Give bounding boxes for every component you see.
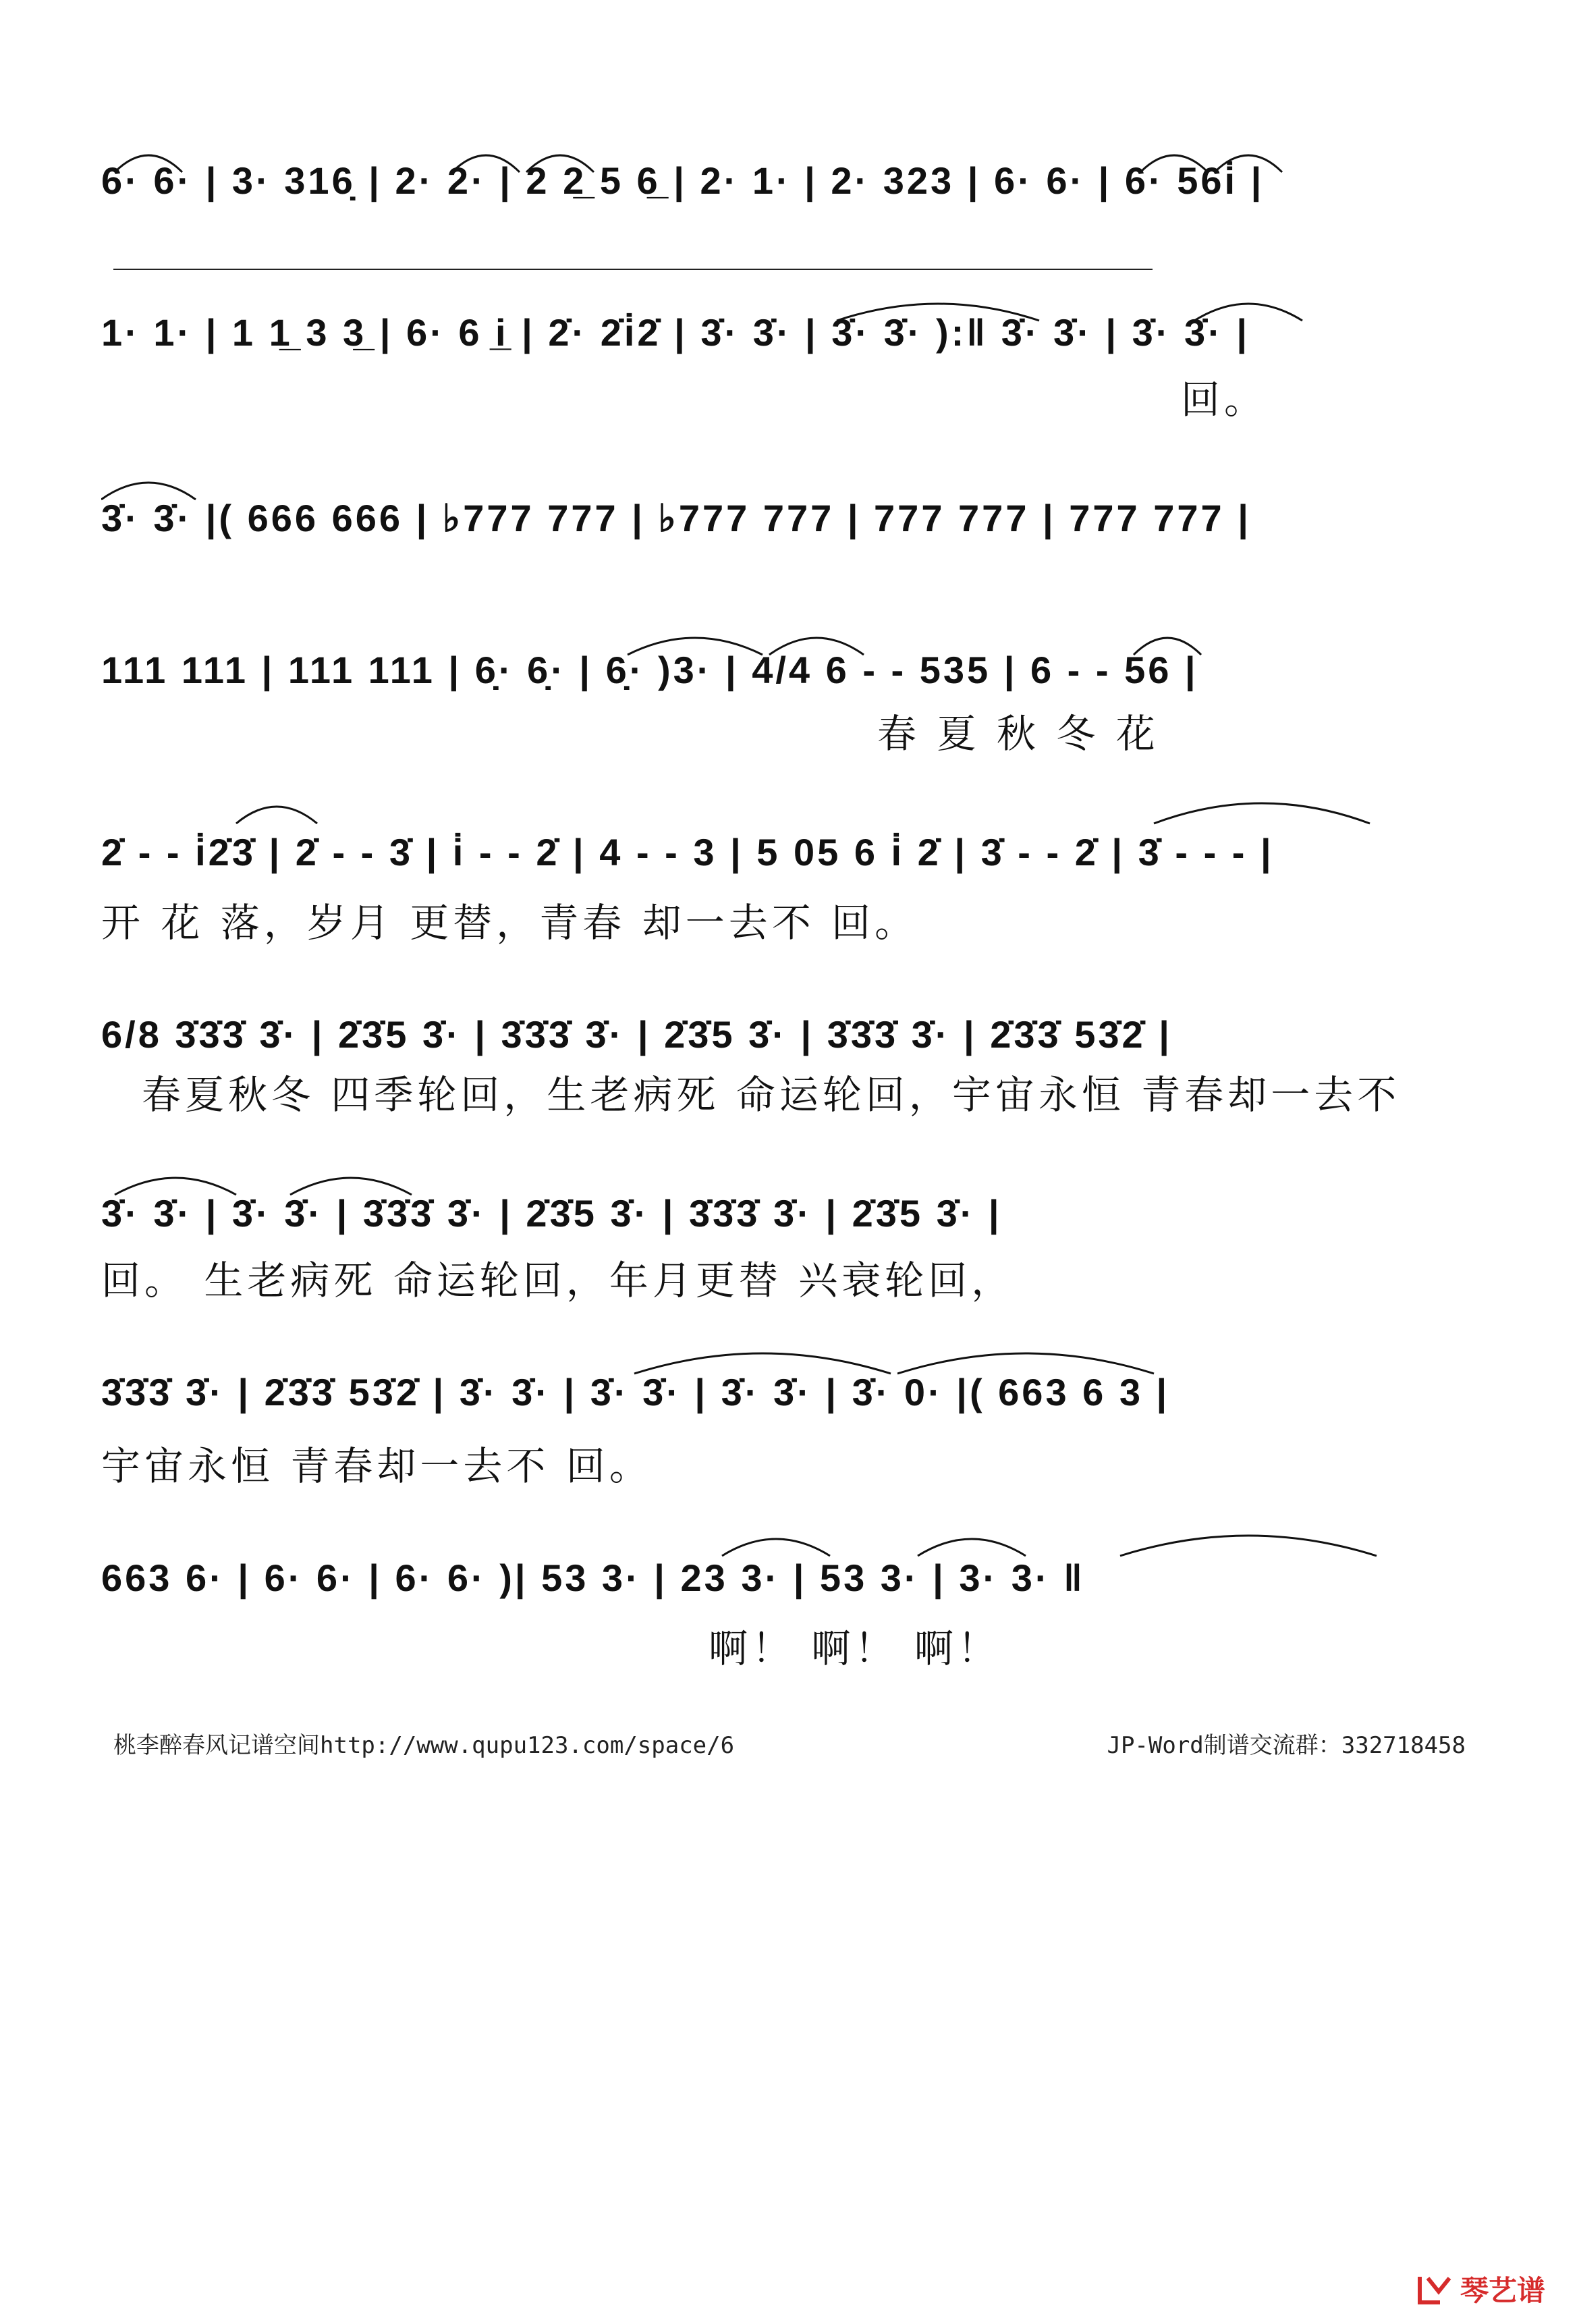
notation-line-3: 3̇· 3̇· |( 666 666 | ♭777 777 | ♭777 777 | 777 777 | 777 777 | bbox=[101, 497, 1251, 539]
notation-line-8: 3̇3̇3̇ 3̇· | 2̇3̇3̇ 53̇2̇ | 3̇· 3̇· | 3̇· 3̇· | 3̇· 3̇· | 3̇· 0· |( 663 6 3 | bbox=[101, 1371, 1170, 1413]
notation-line-4: 111 111 | 111 111 | 6̣· 6̣· | 6̣· )3· | 4/4 6 - - 535 | 6 - - 56 | bbox=[101, 649, 1198, 691]
lyrics-line-8: 宇宙永恒 青春却一去不 回。 bbox=[101, 1443, 653, 1489]
lyrics-line-6: 春夏秋冬 四季轮回，生老病死 命运轮回，宇宙永恒 青春却一去不 bbox=[142, 1072, 1401, 1118]
notation-line-9: 663 6· | 6· 6· | 6· 6· )| 53 3· | 23 3· | 53 3· | 3· 3· ‖ bbox=[101, 1557, 1085, 1599]
site-logo bbox=[1416, 2269, 1545, 2309]
lyrics-line-5: 开 花 落，岁月 更替，青春 却一去不 回。 bbox=[101, 900, 918, 946]
lyrics-line-9: 啊！ 啊！ 啊！ bbox=[709, 1625, 1001, 1671]
lyrics-line-2: 回。 bbox=[1181, 377, 1268, 423]
notation-line-5: 2̇ - - i̇2̇3̇ | 2̇ - - 3̇ | i̇ - - 2̇ | 4 - - 3 | 5 05 6 i̇ 2̇ | 3̇ - - 2̇ | 3̇ - - - | bbox=[101, 831, 1274, 873]
qinyipu-logo-icon bbox=[1416, 2271, 1453, 2306]
notation-line-2: 1· 1· | 1 1̲ 3 3̲ | 6· 6 i̲ | 2̇· 2̇i̇2̇ | 3̇· 3̇· | 3̇· 3̇· ):‖ 3̇· 3̇· | 3̇· 3̇· | bbox=[101, 311, 1250, 354]
notation-line-6: 6/8 3̇3̇3̇ 3̇· | 2̇3̇5 3̇· | 3̇3̇3̇ 3̇· | 2̇3̇5 3̇· | 3̇3̇3̇ 3̇· | 2̇3̇3̇ 53̇2̇ | bbox=[101, 1013, 1172, 1056]
volta-bracket-line bbox=[113, 269, 1153, 270]
lyrics-line-7: 回。 生老病死 命运轮回，年月更替 兴衰轮回， bbox=[101, 1258, 1015, 1303]
notation-line-7: 3̇· 3̇· | 3̇· 3̇· | 3̇3̇3̇ 3̇· | 2̇3̇5 3̇· | 3̇3̇3̇ 3̇· | 2̇3̇5 3̇· | bbox=[101, 1192, 1002, 1235]
notation-line-1: 6· 6· | 3· 316̣ | 2· 2· | 2 2̲ 5 6̲ | 2· 1· | 2· 323 | 6· 6· | 6· 56i̇ | bbox=[101, 159, 1265, 202]
footer-credit: 桃李醉春风记谱空间http://www.qupu123.com/space/6 bbox=[113, 1732, 735, 1759]
slur-marks-line-5 bbox=[101, 790, 1478, 830]
lyrics-line-4: 春 夏 秋 冬 花 bbox=[877, 711, 1159, 757]
footer-group: JP-Word制谱交流群：332718458 bbox=[1107, 1732, 1466, 1759]
logo-text: 琴艺谱 bbox=[1460, 2274, 1545, 2307]
